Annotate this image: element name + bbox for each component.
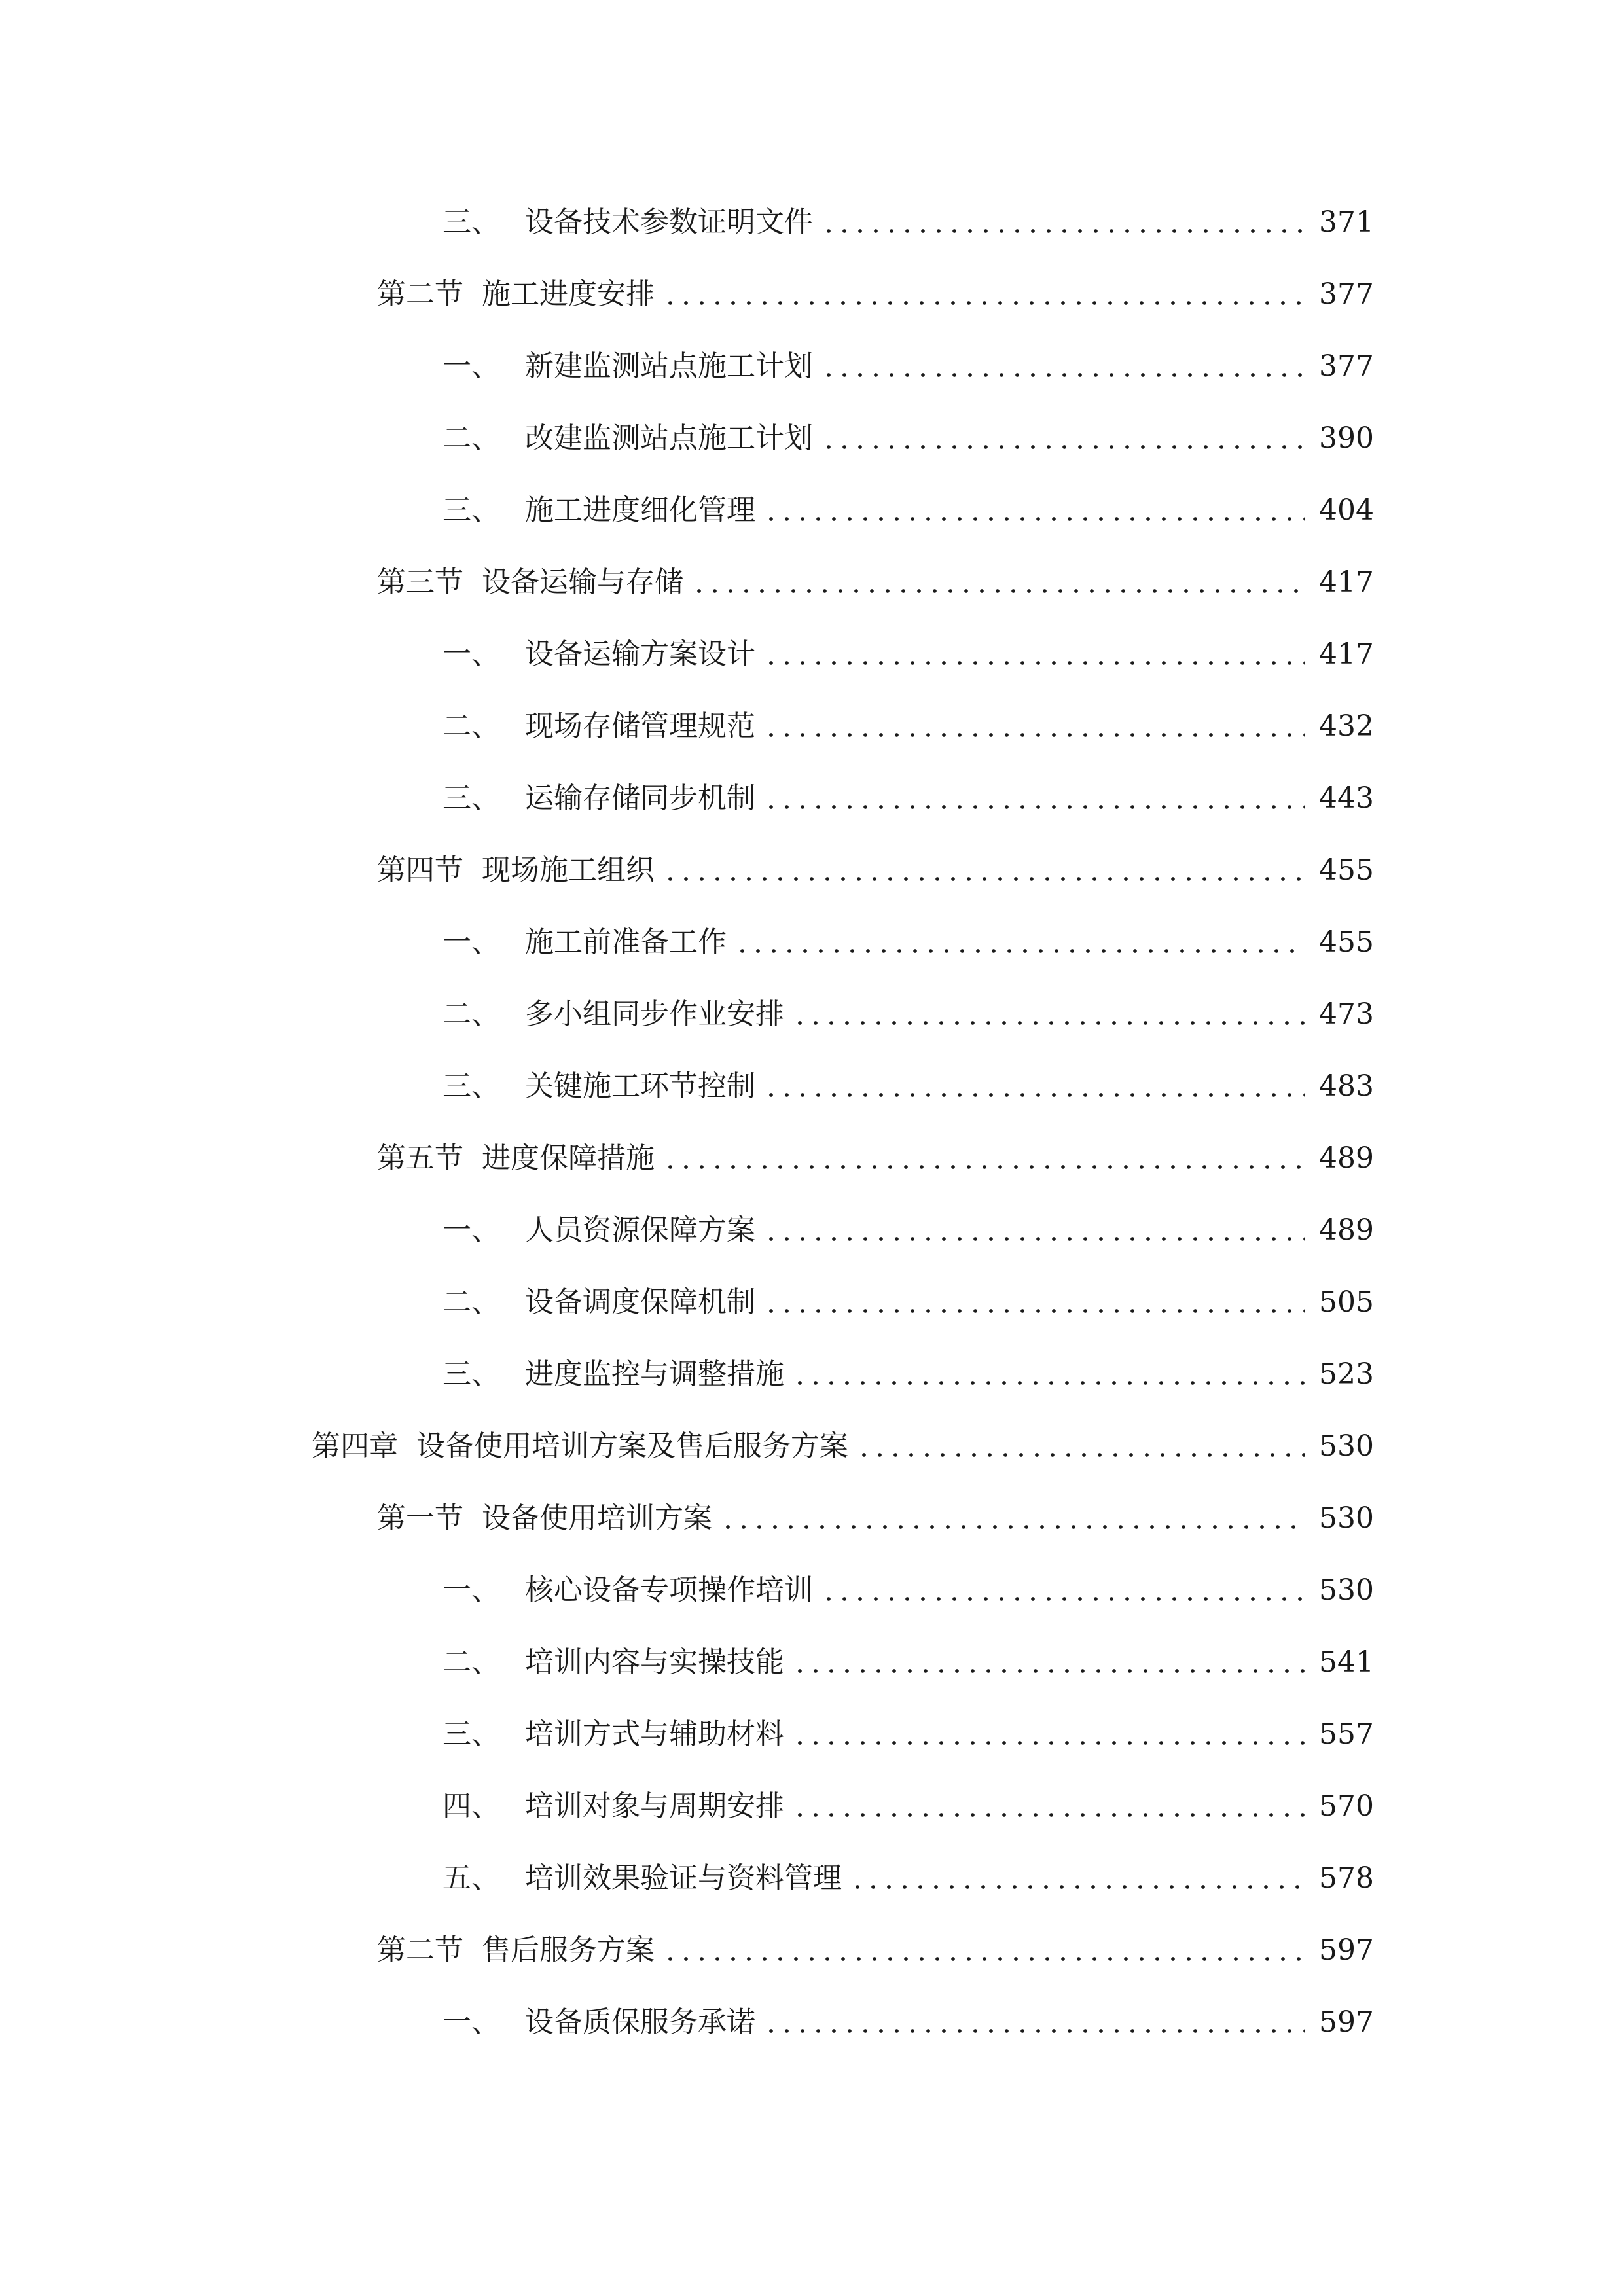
toc-entry-page: 505 (1319, 1285, 1374, 1319)
toc-entry[interactable] (0, 547, 1624, 619)
toc-entry-title: 施工进度安排 (482, 278, 655, 311)
toc-entry-title: 改建监测站点施工计划 (525, 422, 813, 455)
toc-entry[interactable] (0, 1554, 1624, 1626)
toc-entry-title: 现场存储管理规范 (525, 709, 755, 743)
toc-entry-number: 第二节 (377, 278, 463, 311)
dot-leader (763, 1216, 1305, 1245)
toc-entry-title: 新建监测站点施工计划 (525, 350, 813, 383)
dot-leader (792, 1648, 1305, 1677)
dot-leader (792, 1360, 1305, 1389)
toc-entry-title: 设备使用培训方案 (482, 1501, 712, 1535)
toc-entry-page: 530 (1319, 1573, 1374, 1607)
toc-entry[interactable] (0, 1122, 1624, 1194)
toc-entry-page: 530 (1319, 1501, 1374, 1535)
dot-leader (763, 640, 1305, 669)
toc-entry-page: 417 (1319, 637, 1374, 671)
toc-entry-page: 377 (1319, 278, 1374, 311)
dot-leader (821, 352, 1305, 381)
dot-leader (662, 856, 1305, 885)
toc-entry[interactable] (0, 691, 1624, 762)
toc-entry-page: 455 (1319, 853, 1374, 887)
dot-leader (662, 280, 1305, 309)
toc-entry[interactable] (0, 906, 1624, 978)
toc-entry[interactable] (0, 1266, 1624, 1338)
toc-entry-page: 578 (1319, 1861, 1374, 1895)
dot-leader (792, 1792, 1305, 1821)
toc-entry[interactable] (0, 1914, 1624, 1986)
toc-entry-title: 售后服务方案 (482, 1933, 655, 1967)
dot-leader (792, 1000, 1305, 1029)
dot-leader (734, 928, 1305, 957)
toc-entry[interactable] (0, 187, 1624, 259)
toc-entry-page: 570 (1319, 1789, 1374, 1823)
dot-leader (763, 1072, 1305, 1101)
toc-entry-page: 390 (1319, 422, 1374, 455)
dot-leader (850, 1864, 1305, 1893)
toc-entry[interactable] (0, 1050, 1624, 1122)
toc-entry-number: 四、 (442, 1789, 500, 1823)
toc-entry-number: 第五节 (377, 1141, 463, 1175)
dot-leader (821, 208, 1305, 237)
dot-leader (720, 1504, 1305, 1533)
toc-entry-page: 597 (1319, 2005, 1374, 2039)
toc-entry-number: 第四节 (377, 853, 463, 887)
dot-leader (763, 1288, 1305, 1317)
toc-entry-number: 二、 (442, 1645, 500, 1679)
toc-entry[interactable] (0, 1698, 1624, 1770)
toc-entry-title: 施工进度细化管理 (525, 493, 755, 527)
toc-entry-title: 关键施工环节控制 (525, 1069, 755, 1103)
toc-entry[interactable] (0, 619, 1624, 691)
toc-entry[interactable] (0, 1770, 1624, 1842)
toc-entry[interactable] (0, 1194, 1624, 1266)
toc-entry-page: 530 (1319, 1429, 1374, 1463)
table-of-contents (0, 187, 1624, 2058)
toc-entry[interactable] (0, 1338, 1624, 1410)
toc-entry-title: 现场施工组织 (482, 853, 655, 887)
toc-entry-title: 设备使用培训方案及售后服务方案 (416, 1429, 848, 1463)
toc-entry-title: 培训方式与辅助材料 (525, 1717, 784, 1751)
dot-leader (662, 1936, 1305, 1965)
toc-entry-number: 一、 (442, 637, 500, 671)
dot-leader (691, 568, 1305, 597)
toc-entry[interactable] (0, 1842, 1624, 1914)
toc-entry-number: 第二节 (377, 1933, 463, 1967)
toc-entry-number: 二、 (442, 709, 500, 743)
toc-entry-page: 432 (1319, 709, 1374, 743)
toc-entry[interactable] (0, 978, 1624, 1050)
toc-entry-page: 455 (1319, 925, 1374, 959)
toc-entry-title: 施工前准备工作 (525, 925, 727, 959)
toc-entry-title: 人员资源保障方案 (525, 1213, 755, 1247)
dot-leader (821, 424, 1305, 453)
toc-entry[interactable] (0, 475, 1624, 547)
toc-entry-page: 489 (1319, 1141, 1374, 1175)
toc-entry-number: 第四章 (312, 1429, 398, 1463)
toc-entry-page: 523 (1319, 1357, 1374, 1391)
toc-entry-page: 541 (1319, 1645, 1374, 1679)
dot-leader (792, 1720, 1305, 1749)
toc-entry-title: 设备技术参数证明文件 (525, 206, 813, 239)
toc-entry-number: 三、 (442, 781, 500, 815)
toc-entry-number: 一、 (442, 2005, 500, 2039)
toc-entry[interactable] (0, 403, 1624, 475)
dot-leader (763, 784, 1305, 813)
dot-leader (821, 1576, 1305, 1605)
toc-entry-page: 473 (1319, 997, 1374, 1031)
toc-entry-page: 443 (1319, 781, 1374, 815)
toc-entry-page: 404 (1319, 493, 1374, 527)
dot-leader (763, 2008, 1305, 2037)
toc-entry-number: 一、 (442, 1573, 500, 1607)
toc-entry-title: 设备运输与存储 (482, 565, 683, 599)
toc-entry-title: 设备调度保障机制 (525, 1285, 755, 1319)
toc-entry-number: 一、 (442, 925, 500, 959)
toc-entry[interactable] (0, 1410, 1624, 1482)
toc-entry[interactable] (0, 259, 1624, 331)
toc-entry-title: 运输存储同步机制 (525, 781, 755, 815)
toc-entry-number: 三、 (442, 1357, 500, 1391)
toc-entry[interactable] (0, 1482, 1624, 1554)
toc-entry-title: 进度监控与调整措施 (525, 1357, 784, 1391)
toc-entry-page: 597 (1319, 1933, 1374, 1967)
toc-entry-number: 第三节 (377, 565, 463, 599)
toc-entry-number: 三、 (442, 493, 500, 527)
toc-entry-title: 培训效果验证与资料管理 (525, 1861, 842, 1895)
dot-leader (763, 496, 1305, 525)
toc-entry-number: 二、 (442, 1285, 500, 1319)
toc-entry-page: 377 (1319, 350, 1374, 383)
toc-entry-number: 五、 (442, 1861, 500, 1895)
toc-entry-number: 三、 (442, 1717, 500, 1751)
toc-entry-page: 483 (1319, 1069, 1374, 1103)
dot-leader (662, 1144, 1305, 1173)
toc-entry-title: 设备运输方案设计 (525, 637, 755, 671)
toc-entry-title: 多小组同步作业安排 (525, 997, 784, 1031)
toc-entry-number: 二、 (442, 422, 500, 455)
toc-entry-number: 一、 (442, 350, 500, 383)
toc-entry[interactable] (0, 762, 1624, 834)
toc-entry-page: 417 (1319, 565, 1374, 599)
toc-entry[interactable] (0, 1626, 1624, 1698)
toc-entry-title: 核心设备专项操作培训 (525, 1573, 813, 1607)
toc-entry-number: 一、 (442, 1213, 500, 1247)
toc-entry-number: 三、 (442, 1069, 500, 1103)
toc-entry-page: 557 (1319, 1717, 1374, 1751)
toc-entry-number: 第一节 (377, 1501, 463, 1535)
toc-entry-page: 489 (1319, 1213, 1374, 1247)
dot-leader (856, 1432, 1305, 1461)
toc-entry[interactable] (0, 1986, 1624, 2058)
toc-entry-title: 培训内容与实操技能 (525, 1645, 784, 1679)
toc-entry[interactable] (0, 331, 1624, 403)
toc-entry-title: 设备质保服务承诺 (525, 2005, 755, 2039)
toc-entry-title: 培训对象与周期安排 (525, 1789, 784, 1823)
toc-entry-title: 进度保障措施 (482, 1141, 655, 1175)
dot-leader (763, 712, 1305, 741)
toc-entry-page: 371 (1319, 206, 1374, 239)
toc-entry-number: 三、 (442, 206, 500, 239)
toc-entry[interactable] (0, 834, 1624, 906)
toc-entry-number: 二、 (442, 997, 500, 1031)
